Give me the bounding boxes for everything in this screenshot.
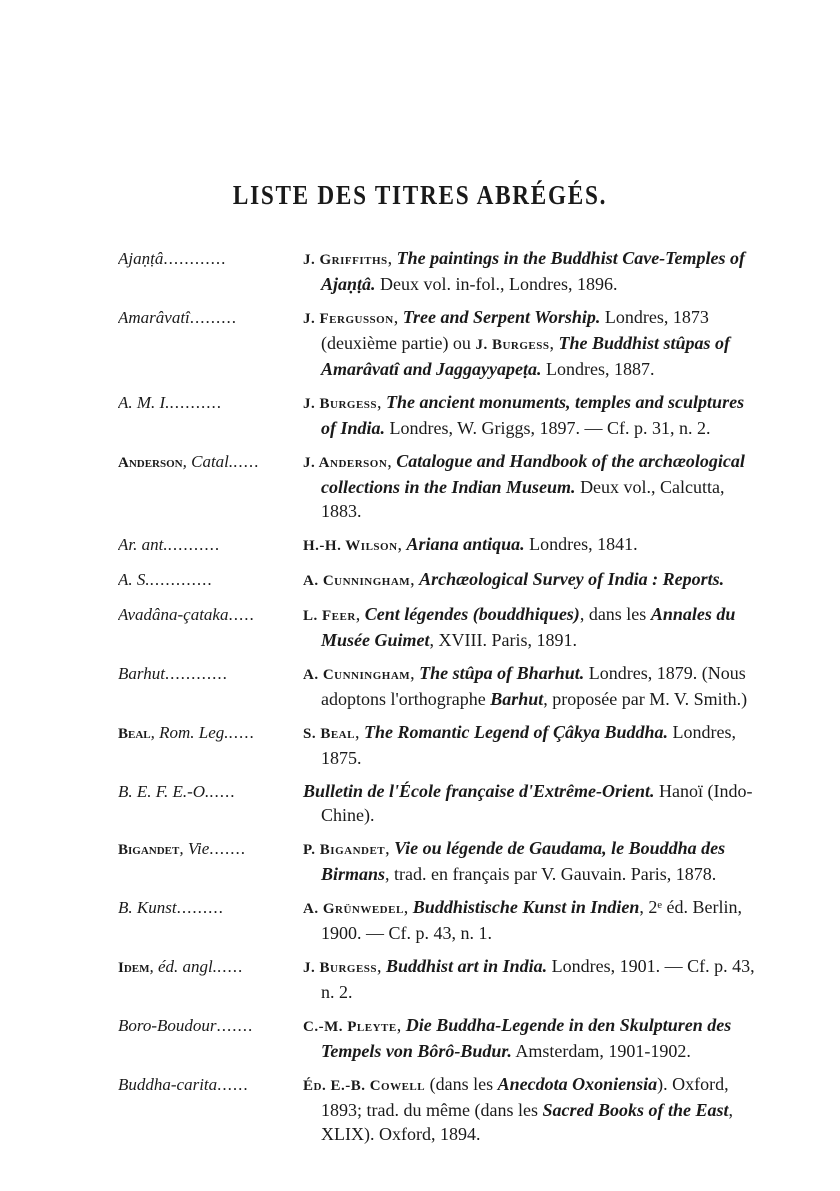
abbreviation-text: Avadâna-çataka (118, 605, 229, 624)
reference-title: The Buddhist stûpas of Amarâvatî and Jaggayyapeṭa. (321, 333, 731, 379)
abbreviation: Idem, éd. angl...... (118, 957, 244, 976)
reference: A. Grünwedel, Buddhistische Kunst in Indien, 2ᵉ éd. Berlin, 1900. — Cf. p. 43, n. 1. (303, 897, 742, 943)
reference-details: , XVIII. Paris, 1891. (429, 630, 577, 650)
reference-details: Amsterdam, 1901-1902. (511, 1041, 691, 1061)
reference-details: Deux vol. in-fol., Londres, 1896. (375, 274, 618, 294)
abbreviation-text: B. Kunst (118, 898, 177, 917)
reference-details: Londres, 1901. — Cf. p. 43, n. 2. (321, 956, 755, 1002)
abbreviation-text: Vie (187, 839, 210, 858)
list-item (118, 1013, 758, 1063)
reference-author: J. Fergusson (303, 311, 394, 327)
abbreviation (118, 246, 303, 296)
list-item (118, 246, 758, 296)
abbreviation (118, 567, 303, 593)
reference: J. Burgess, Buddhist art in India. Londres, 1901. — Cf. p. 43, n. 2. (303, 956, 755, 1002)
abbreviation-author: Idem (118, 960, 150, 976)
abbreviation (118, 895, 303, 945)
abbreviation (118, 779, 303, 827)
leader-dots: ......... (189, 308, 238, 327)
list-item (118, 449, 758, 523)
reference-title: Sacred Books of the East (542, 1100, 729, 1120)
leader-dots: ............ (163, 249, 227, 268)
reference-details: Londres, 1875. (321, 722, 736, 768)
leader-dots: ..... (217, 957, 244, 976)
reference-author: H.-H. Wilson (303, 538, 398, 554)
list-item (118, 1072, 758, 1146)
abbreviation: Beal, Rom. Leg...... (118, 723, 255, 742)
leader-dots: .......... (167, 535, 221, 554)
list-item (118, 836, 758, 886)
abbreviation-text: Ar. ant. (118, 535, 168, 554)
list-item (118, 779, 758, 827)
abbreviation (118, 390, 303, 440)
abbreviation-text: B. E. F. E.-O. (118, 782, 210, 801)
reference-title: Anecdota Oxoniensia (497, 1074, 658, 1094)
reference-details: (dans les (425, 1074, 498, 1094)
abbreviation-text: A. M. I. (118, 393, 170, 412)
reference-details: Deux vol., Calcutta, 1883. (321, 477, 725, 521)
reference-title: The Romantic Legend of Çâkya Buddha. (363, 722, 668, 742)
reference-author: L. Feer (303, 608, 356, 624)
abbreviation-author: Beal (118, 726, 151, 742)
reference-title: Annales du Musée Guimet (321, 604, 736, 650)
reference (303, 1072, 758, 1146)
reference-details: Londres, 1873 (deuxième partie) ou (321, 307, 709, 353)
reference-details: , 2ᵉ éd. Berlin, 1900. — Cf. p. 43, n. 1. (321, 897, 742, 943)
list-item (118, 895, 758, 945)
list-item (118, 602, 758, 652)
abbreviation-text: Buddha-carita (118, 1075, 218, 1094)
reference-title: Die Buddha-Legende in den Skulpturen des Tempels von Bôrô-Budur. (321, 1015, 732, 1061)
leader-dots: ....... (216, 1016, 254, 1035)
reference-author: A. Cunningham (303, 667, 411, 683)
reference-details: Londres, W. Griggs, 1897. — Cf. p. 31, n. 2. (385, 418, 711, 438)
reference-details: Londres, 1887. (541, 359, 655, 379)
leader-dots: ....... (209, 839, 247, 858)
leader-dots: ............ (149, 570, 213, 589)
abbreviation-author: Bigandet (118, 842, 180, 858)
reference-author: J. Burgess (303, 960, 378, 976)
leader-dots: ..... (228, 723, 255, 742)
abbreviation-text: Barhut (118, 664, 165, 683)
reference-author: Éd. E.-B. Cowell (303, 1078, 426, 1094)
abbreviation-text: A. S. (118, 570, 150, 589)
reference: J. Anderson, Catalogue and Handbook of the archæological collections in the Indian Museum. Deux vol., Calcutta, 1883. (303, 451, 745, 521)
reference-author: C.-M. Pleyte (303, 1019, 397, 1035)
abbreviation (118, 1072, 303, 1146)
reference-title: Buddhist art in India. (386, 956, 548, 976)
reference-author: A. Cunningham (303, 573, 411, 589)
reference-author: J. Anderson (303, 455, 388, 471)
reference-details: Londres, 1841. (524, 534, 638, 554)
reference: J. Burgess, The ancient monuments, temples and sculptures of India. Londres, W. Griggs, 1897. — Cf. p. 31, n. 2. (303, 392, 745, 438)
reference-details: , trad. en français par V. Gauvain. Paris, 1878. (385, 864, 717, 884)
abbreviation-text: Catal. (191, 452, 234, 471)
reference-title: Barhut (490, 689, 544, 709)
reference-details: Londres, 1879. (Nous adoptons l'orthographe (321, 663, 746, 709)
leader-dots: ..... (233, 452, 260, 471)
list-item (118, 532, 758, 558)
reference-title: Catalogue and Handbook of the archæological collections in the Indian Museum. (321, 451, 745, 497)
reference-title: The ancient monuments, temples and sculptures of India. (321, 392, 745, 438)
reference-title: Vie ou légende de Gaudama, le Bouddha des Birmans (321, 838, 726, 884)
reference-author: S. Beal (303, 726, 355, 742)
reference-details: , proposée par M. V. Smith.) (543, 689, 748, 709)
leader-dots: ......... (176, 898, 224, 917)
leader-dots: ..... (228, 605, 255, 624)
reference: S. Beal, The Romantic Legend of Çâkya Buddha. Londres, 1875. (303, 722, 736, 768)
abbreviation-text: Ajaṇṭâ (118, 249, 164, 268)
reference-title: The paintings in the Buddhist Cave-Temples of Ajaṇṭâ. (321, 248, 745, 294)
reference-details: , XLIX). Oxford, 1894. (321, 1100, 733, 1144)
reference: H.-H. Wilson, Ariana antiqua. Londres, 1841. (303, 534, 638, 554)
leader-dots: ............ (164, 664, 228, 683)
abbreviation-list (118, 246, 758, 1155)
list-item (118, 390, 758, 440)
abbreviation (118, 661, 303, 711)
list-item (118, 954, 758, 1004)
reference-title: Cent légendes (bouddhiques) (364, 604, 580, 624)
list-item (118, 720, 758, 770)
reference-author: A. Grünwedel (303, 901, 404, 917)
abbreviation (118, 305, 303, 381)
reference: J. Fergusson, Tree and Serpent Worship. Londres, 1873 (deuxième partie) ou J. Burgess, The Buddhist stûpas of Amarâvatî and Jaggayyapeṭa. Londres, 1887. (303, 307, 731, 379)
abbreviation (118, 1013, 303, 1063)
reference-details: ). Oxford, 1893; trad. du même (dans les (321, 1074, 729, 1120)
reference-title: Archæological Survey of India : Reports. (419, 569, 725, 589)
page-title: LISTE DES TITRES ABRÉGÉS. (232, 180, 608, 210)
reference-author: P. Bigandet (303, 842, 386, 858)
reference: C.-M. Pleyte, Die Buddha-Legende in den Skulpturen des Tempels von Bôrô-Budur. Amsterdam, 1901-1902. (303, 1015, 732, 1061)
reference-author: J. Griffiths (303, 252, 388, 268)
list-item (118, 305, 758, 381)
reference: A. Cunningham, The stûpa of Bharhut. Londres, 1879. (Nous adoptons l'orthographe Barhut, proposée par M. V. Smith.) (303, 663, 748, 709)
reference-title: Ariana antiqua. (406, 534, 525, 554)
reference-details: Hanoï (Indo-Chine). (321, 781, 753, 825)
reference: L. Feer, Cent légendes (bouddhiques), dans les Annales du Musée Guimet, XVIII. Paris, 1891. (303, 604, 736, 650)
reference: P. Bigandet, Vie ou légende de Gaudama, le Bouddha des Birmans, trad. en français par V. Gauvain. Paris, 1878. (303, 838, 726, 884)
abbreviation-text: éd. angl. (158, 957, 218, 976)
reference: J. Griffiths, The paintings in the Buddhist Cave-Temples of Ajaṇṭâ. Deux vol. in-fol., Londres, 1896. (303, 248, 745, 294)
abbreviation-text: Rom. Leg. (159, 723, 229, 742)
abbreviation (118, 602, 303, 652)
reference-details: , dans les (579, 604, 651, 624)
abbreviation: Anderson, Catal...... (118, 452, 260, 471)
reference: A. Cunningham, Archæological Survey of India : Reports. (303, 569, 725, 589)
reference-title: The stûpa of Bharhut. (419, 663, 585, 683)
reference-title: Tree and Serpent Worship. (402, 307, 601, 327)
list-item (118, 661, 758, 711)
reference-author: J. Burgess (475, 337, 550, 353)
abbreviation-author: Anderson (118, 455, 183, 471)
reference-author: J. Burgess (303, 396, 378, 412)
reference-title: Bulletin de l'École française d'Extrême-Orient. (303, 781, 655, 801)
leader-dots: .......... (169, 393, 222, 412)
abbreviation: Bigandet, Vie....... (118, 839, 247, 858)
list-item (118, 567, 758, 593)
reference-title: Buddhistische Kunst in Indien (412, 897, 640, 917)
reference (303, 779, 758, 827)
abbreviation (118, 532, 303, 558)
leader-dots: ..... (209, 782, 236, 801)
abbreviation-text: Amarâvatî (118, 308, 190, 327)
leader-dots: ...... (217, 1075, 249, 1094)
abbreviation-text: Boro-Boudour (118, 1016, 217, 1035)
